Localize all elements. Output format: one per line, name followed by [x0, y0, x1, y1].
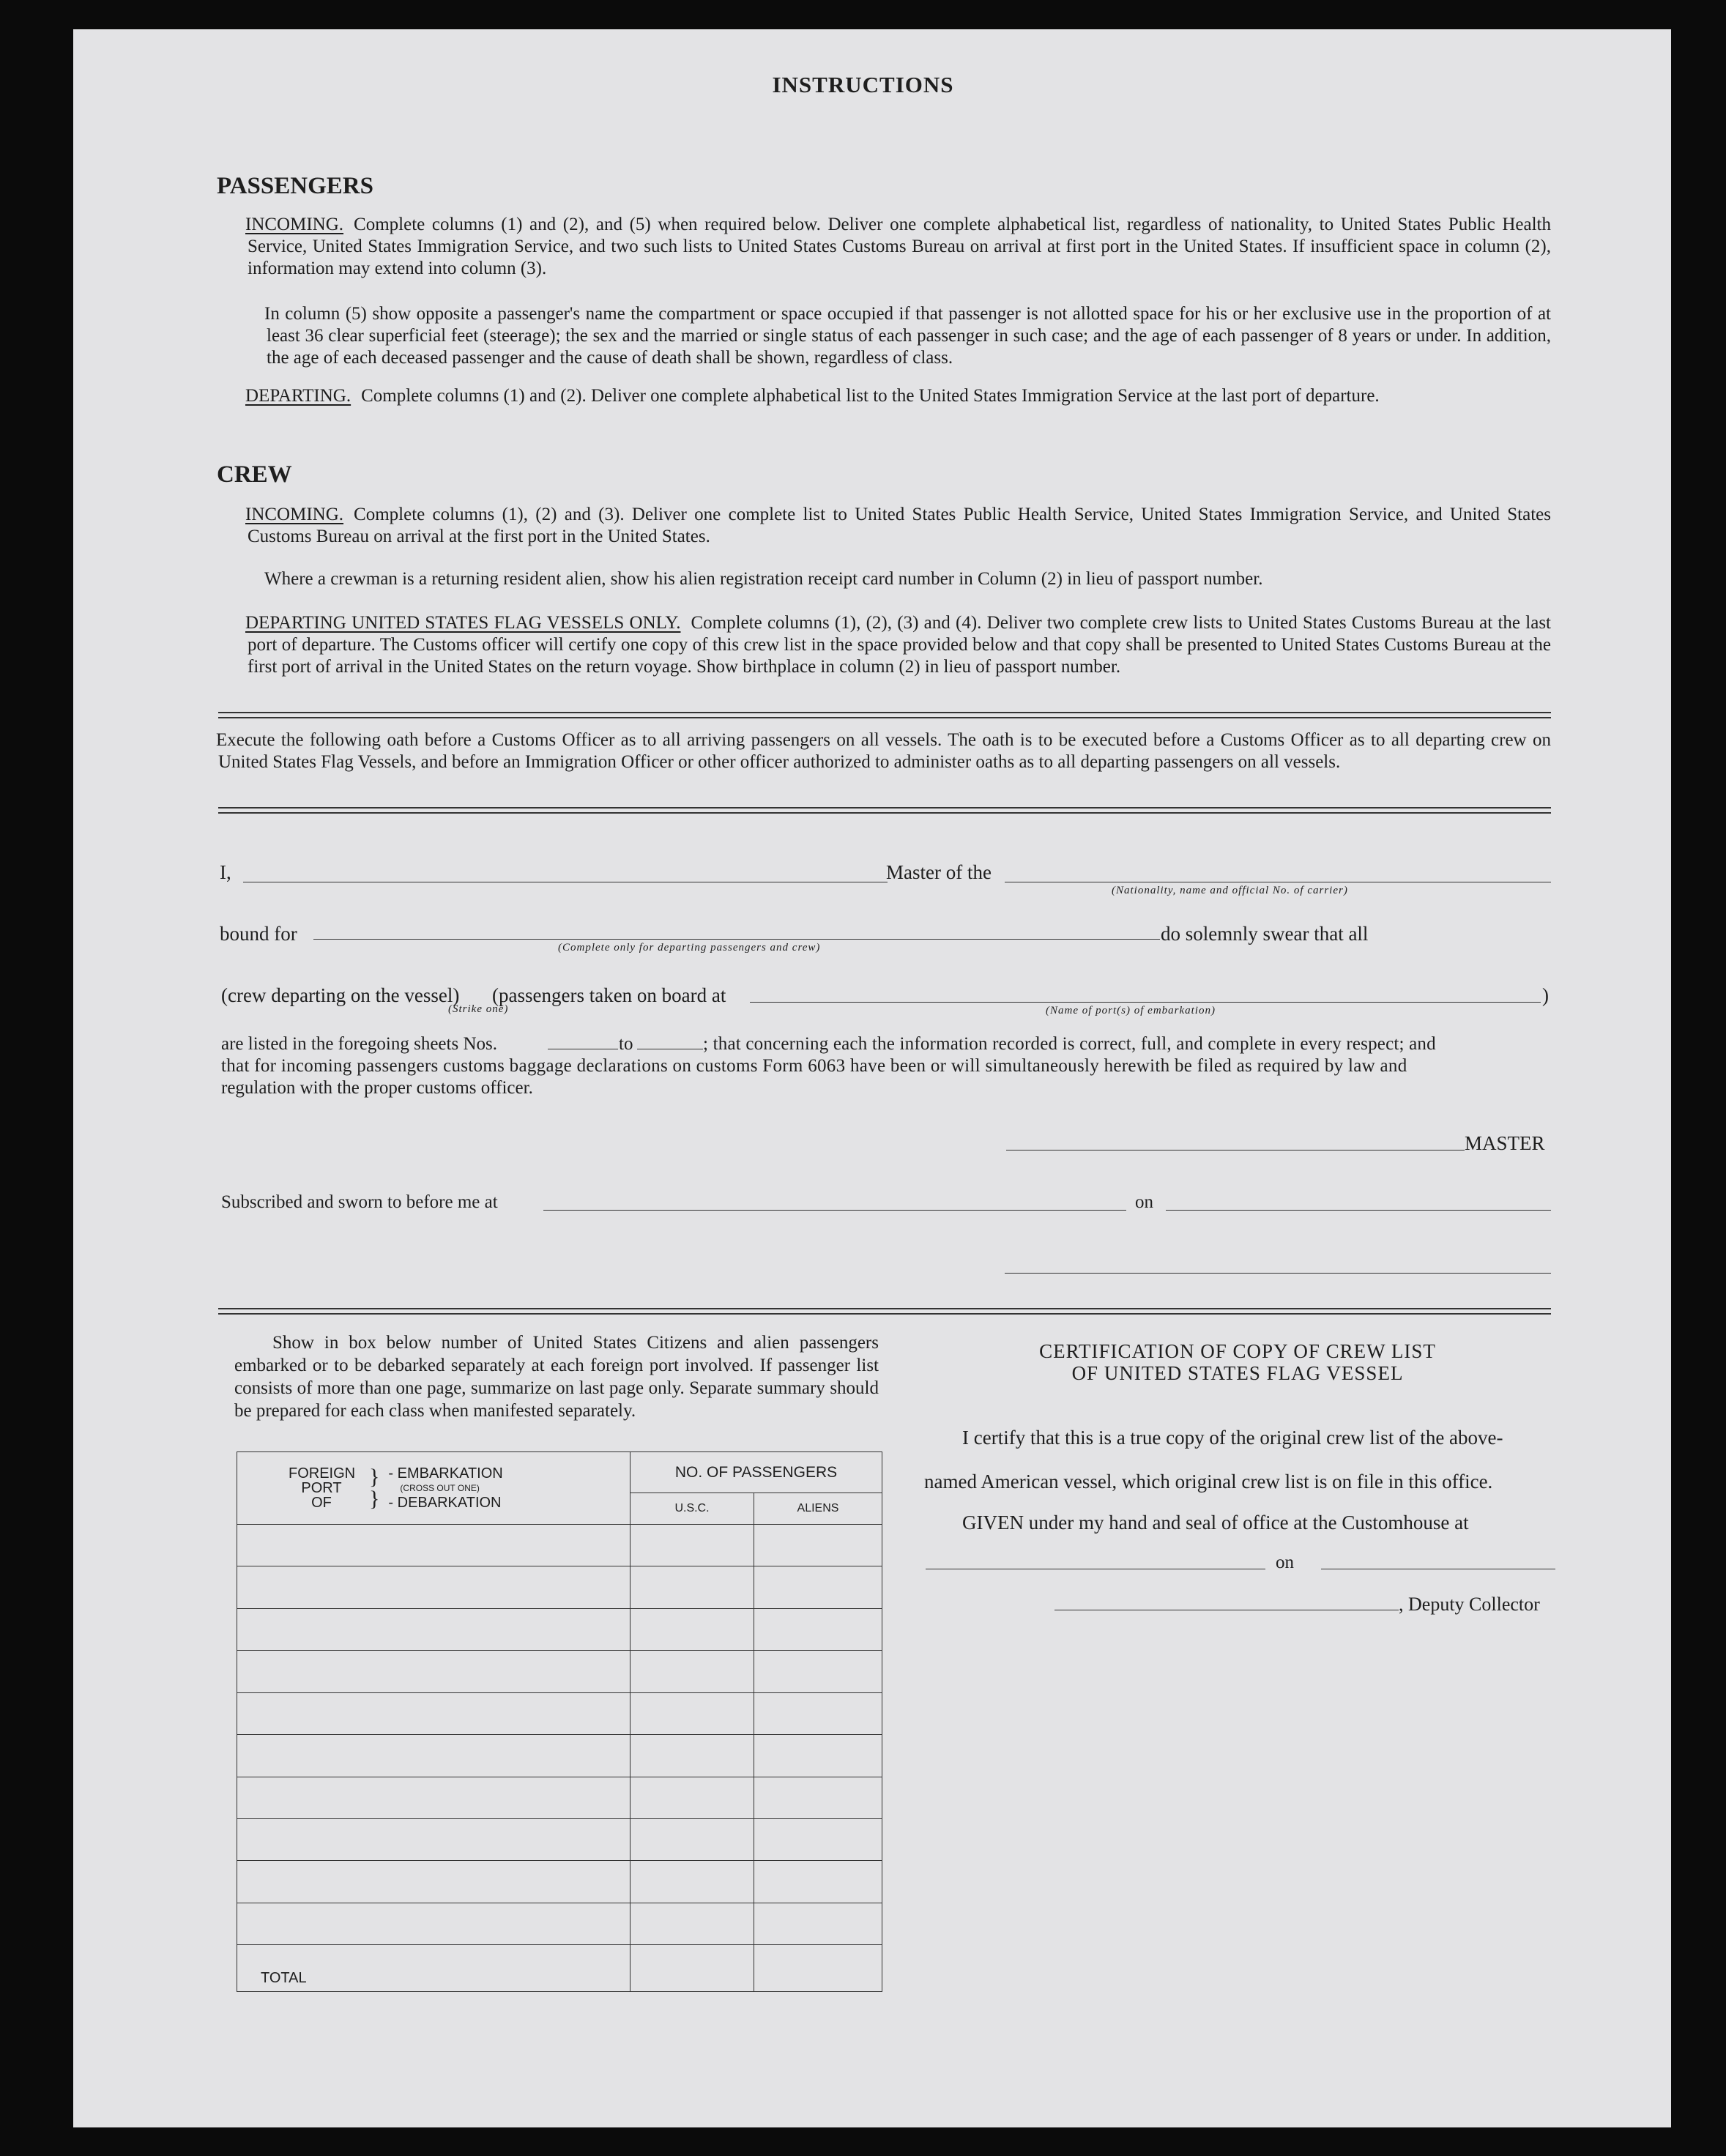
port-header-label	[289, 1466, 354, 1510]
officer-signature-line[interactable]	[1005, 1273, 1551, 1274]
usc-cell[interactable]	[630, 1524, 754, 1566]
aliens-cell[interactable]	[754, 1692, 882, 1734]
port-of-embarkation-line[interactable]	[750, 1002, 1541, 1003]
table-row	[237, 1608, 882, 1650]
crew-heading: CREW	[217, 461, 292, 488]
debarkation-option[interactable]: - DEBARKATION	[388, 1494, 502, 1511]
bound-for-line[interactable]	[313, 939, 1160, 940]
passengers-heading: PASSENGERS	[217, 173, 373, 199]
nationality-caption: (Nationality, name and official No. of carrier)	[1112, 885, 1348, 896]
aliens-cell[interactable]	[754, 1608, 882, 1650]
double-rule	[218, 1308, 1551, 1315]
usc-cell[interactable]	[630, 1566, 754, 1608]
summary-instructions: Show in box below number of United States Citizens and alien passengers embarked or to be debarked separately at each foreign port involved. If passenger list consists of more than one page, summarize on last page only. Separate summary should be prepared for each class when manifested separately.	[234, 1333, 879, 1421]
deputy-collector-label: , Deputy Collector	[1399, 1594, 1540, 1615]
table-row	[237, 1735, 882, 1777]
crew-incoming-text: Complete columns (1), (2) and (3). Deliver one complete list to United States Public Health Service, United States Immigration Service, and United States Customs Bureau on arrival at the first port in the United States.	[248, 505, 1551, 546]
sworn-at-line[interactable]	[543, 1210, 1126, 1211]
passengers-incoming-text: Complete columns (1) and (2), and (5) when required below. Deliver one complete alphabetical list, regardless of nationality, to United States Public Health Service, United States Immigration Service, and two such lists to United States Customs Bureau on arrival at first port in the United States. If insufficient space in column (2), information may extend into column (3).	[248, 215, 1551, 278]
usc-cell[interactable]	[630, 1608, 754, 1650]
name-of-port-caption: (Name of port(s) of embarkation)	[1046, 1005, 1216, 1016]
table-row	[237, 1692, 882, 1734]
aliens-cell[interactable]	[754, 1735, 882, 1777]
listed-text-line2: that for incoming passengers customs baggage declarations on customs Form 6063 have been or will simultaneously herewith be filed as required by law and	[221, 1056, 1407, 1076]
aliens-header: ALIENS	[754, 1493, 882, 1524]
certify-text-1: I certify that this is a true copy of the original crew list of the above-	[962, 1427, 1503, 1449]
listed-text-2: ; that concerning each the information recorded is correct, full, and complete in every respect; and	[703, 1034, 1436, 1054]
listed-text-line3: regulation with the proper customs officer.	[221, 1078, 533, 1098]
usc-cell[interactable]	[630, 1735, 754, 1777]
passengers-departing-label: DEPARTING.	[245, 386, 351, 406]
strike-one-caption: (Strike one)	[448, 1003, 509, 1015]
cross-out-note: (CROSS OUT ONE)	[400, 1482, 480, 1493]
passengers-incoming-label: INCOMING.	[245, 215, 344, 234]
passengers-incoming-paragraph	[245, 214, 1551, 280]
usc-total-cell[interactable]	[630, 1945, 754, 1992]
master-label: MASTER	[1465, 1132, 1545, 1154]
port-cell[interactable]	[237, 1735, 630, 1777]
port-cell[interactable]	[237, 1524, 630, 1566]
port-cell[interactable]	[237, 1692, 630, 1734]
master-of-the-label: Master of the	[886, 861, 992, 883]
crew-incoming-label: INCOMING.	[245, 505, 344, 524]
crew-departing-label: DEPARTING UNITED STATES FLAG VESSELS ONLY.	[245, 613, 681, 633]
port-cell[interactable]	[237, 1651, 630, 1692]
swear-text: do solemnly swear that all	[1161, 923, 1369, 945]
table-row	[237, 1524, 882, 1566]
master-signature-line[interactable]	[1006, 1150, 1465, 1151]
usc-cell[interactable]	[630, 1818, 754, 1860]
port-cell[interactable]	[237, 1566, 630, 1608]
total-label: TOTAL	[237, 1945, 630, 1992]
table-row	[237, 1651, 882, 1692]
usc-cell[interactable]	[630, 1861, 754, 1903]
table-row	[237, 1777, 882, 1818]
embarkation-option[interactable]: - EMBARKATION	[388, 1465, 503, 1482]
of-label: OF	[311, 1494, 332, 1511]
crew-departing-option: (crew departing on the vessel)	[221, 984, 460, 1006]
aliens-cell[interactable]	[754, 1903, 882, 1944]
no-of-passengers-header: NO. OF PASSENGERS	[630, 1452, 882, 1493]
crew-incoming-paragraph	[245, 504, 1551, 548]
passengers-column5-paragraph: In column (5) show opposite a passenger's name the compartment or space occupied if that passenger is not allotted space for his or her exclusive use in the proportion of at least 36 clear superficial feet (steerage); the sex and the married or single status of each passenger in such case; and the age of each passenger of 8 years or under. In addition, the age of each deceased passenger and the cause of death shall be shown, regardless of class.	[264, 304, 1551, 368]
port-cell[interactable]	[237, 1903, 630, 1944]
port-cell[interactable]	[237, 1608, 630, 1650]
certification-on-label: on	[1276, 1553, 1294, 1572]
port-header-cell	[237, 1452, 630, 1525]
certification-title-line1: CERTIFICATION OF COPY OF CREW LIST	[1039, 1340, 1436, 1362]
passengers-taken-option: (passengers taken on board at	[492, 984, 726, 1006]
double-rule	[218, 807, 1551, 814]
passengers-departing-paragraph	[245, 385, 1551, 407]
complete-only-caption: (Complete only for departing passengers and crew)	[558, 942, 821, 954]
aliens-cell[interactable]	[754, 1651, 882, 1692]
passengers-departing-text: Complete columns (1) and (2). Deliver one complete alphabetical list to the United States Immigration Service at the last port of departure.	[361, 386, 1380, 406]
bound-for-label: bound for	[220, 923, 297, 945]
certification-title	[923, 1340, 1552, 1384]
embarkation-header	[388, 1466, 502, 1510]
usc-cell[interactable]	[630, 1692, 754, 1734]
certification-title-line2: OF UNITED STATES FLAG VESSEL	[1071, 1362, 1404, 1384]
oath-instructions: Execute the following oath before a Customs Officer as to all arriving passengers on all vessels. The oath is to be executed before a Customs Officer as to all departing crew on United States Flag Vessels, and before an Immigration Officer or other officer authorized to administer oaths as to all departing passengers on all vessels.	[216, 730, 1551, 772]
total-row	[237, 1945, 882, 1992]
usc-cell[interactable]	[630, 1903, 754, 1944]
port-cell[interactable]	[237, 1777, 630, 1818]
usc-header: U.S.C.	[630, 1493, 754, 1524]
aliens-cell[interactable]	[754, 1566, 882, 1608]
crew-departing-text: Complete columns (1), (2), (3) and (4). Deliver two complete crew lists to United States Customs Bureau at the last port of departure. The Customs officer will certify one copy of this crew list in the space provided below and that copy shall be presented to United States Customs Bureau at the first port of arrival in the United States on the return voyage. Show birthplace in column (2) in lieu of passport number.	[248, 613, 1551, 677]
sworn-date-line[interactable]	[1166, 1210, 1551, 1211]
certify-text-2: named American vessel, which original crew list is on file in this office.	[924, 1471, 1493, 1493]
port-label: PORT	[301, 1479, 342, 1496]
aliens-total-cell[interactable]	[754, 1945, 882, 1992]
page-title: INSTRUCTIONS	[772, 72, 954, 97]
given-text: GIVEN under my hand and seal of office at the Customhouse at	[962, 1512, 1469, 1534]
usc-cell[interactable]	[630, 1777, 754, 1818]
close-paren: )	[1542, 984, 1549, 1006]
aliens-cell[interactable]	[754, 1861, 882, 1903]
port-cell[interactable]	[237, 1861, 630, 1903]
table-row	[237, 1566, 882, 1608]
to-label: to	[619, 1034, 633, 1054]
usc-cell[interactable]	[630, 1651, 754, 1692]
foreign-label: FOREIGN	[289, 1465, 356, 1482]
aliens-cell[interactable]	[754, 1777, 882, 1818]
oath-i-label: I,	[220, 861, 231, 883]
aliens-cell[interactable]	[754, 1818, 882, 1860]
crew-resident-paragraph: Where a crewman is a returning resident alien, show his alien registration receipt card number in Column (2) in lieu of passport number.	[264, 569, 1263, 589]
double-rule	[218, 712, 1551, 718]
listed-text-1: are listed in the foregoing sheets Nos.	[221, 1034, 497, 1054]
sworn-on-label: on	[1135, 1192, 1153, 1212]
aliens-cell[interactable]	[754, 1524, 882, 1566]
brace-icon: } }	[369, 1464, 380, 1511]
passenger-summary-table	[237, 1451, 882, 1992]
port-cell[interactable]	[237, 1818, 630, 1860]
table-row	[237, 1818, 882, 1860]
subscribed-label: Subscribed and sworn to before me at	[221, 1192, 498, 1212]
table-row	[237, 1861, 882, 1903]
table-row	[237, 1903, 882, 1944]
crew-departing-paragraph	[245, 612, 1551, 678]
